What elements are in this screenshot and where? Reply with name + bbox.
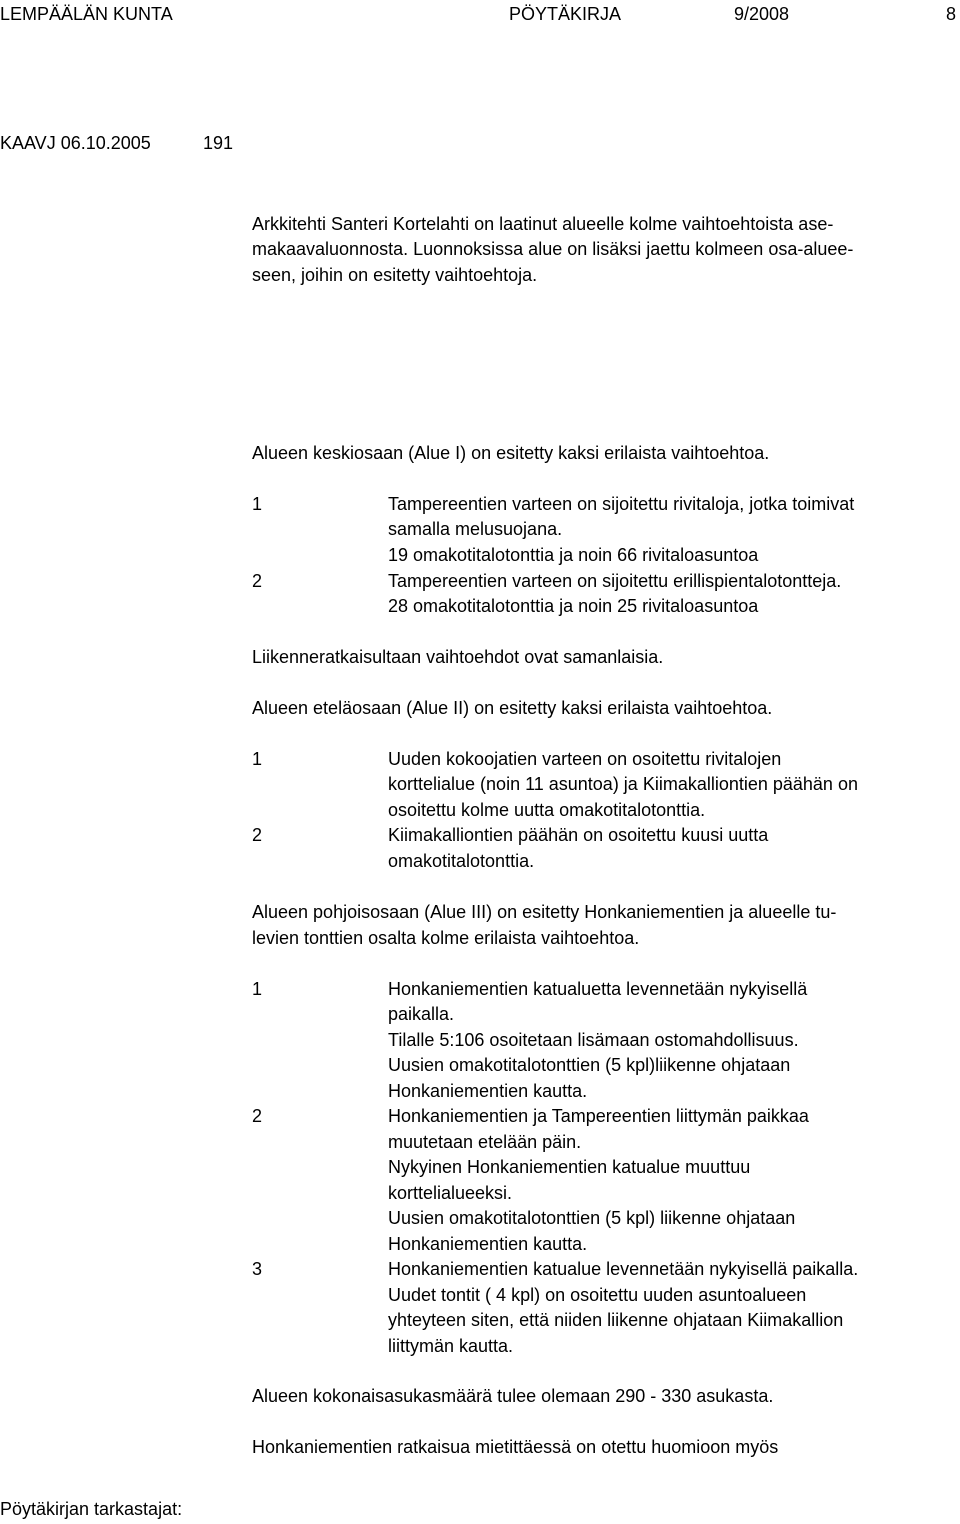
footer-reviewers-label: Pöytäkirjan tarkastajat: — [0, 1499, 183, 1519]
option-line: Tilalle 5:106 osoitetaan lisämaan ostomahdollisuus. — [388, 1030, 799, 1050]
option-line: Tampereentien varteen on sijoitettu erillispientalotontteja. — [388, 571, 842, 591]
area-1-note: Liikenneratkaisultaan vaihtoehdot ovat samanlaisia. — [252, 647, 664, 667]
intro-line: Arkkitehti Santeri Kortelahti on laatinut alueelle kolme vaihtoehtoista ase- — [252, 214, 834, 234]
header-page-number: 8 — [946, 4, 957, 24]
option-number: 2 — [252, 1106, 263, 1126]
option-number: 2 — [252, 571, 263, 591]
option-line: Honkaniementien kautta. — [388, 1234, 588, 1254]
option-number: 3 — [252, 1259, 263, 1279]
option-line: samalla melusuojana. — [388, 519, 563, 539]
intro-line: makaavaluonnosta. Luonnoksissa alue on lisäksi jaettu kolmeen osa-aluee- — [252, 239, 854, 259]
option-line: 28 omakotitalotonttia ja noin 25 rivitaloasuntoa — [388, 596, 759, 616]
area-3-heading: levien tonttien osalta kolme erilaista vaihtoehtoa. — [252, 928, 640, 948]
option-line: Honkaniementien kautta. — [388, 1081, 588, 1101]
option-line: paikalla. — [388, 1004, 455, 1024]
option-line: korttelialue (noin 11 asuntoa) ja Kiimakalliontien päähän on — [388, 774, 858, 794]
population-statement: Alueen kokonaisasukasmäärä tulee olemaan 290 - 330 asukasta. — [252, 1386, 774, 1406]
option-line: Kiimakalliontien päähän on osoitettu kuusi uutta — [388, 825, 769, 845]
option-line: 19 omakotitalotonttia ja noin 66 rivitaloasuntoa — [388, 545, 759, 565]
intro-line: seen, joihin on esitetty vaihtoehtoja. — [252, 265, 538, 285]
option-line: Uuden kokoojatien varteen on osoitettu rivitalojen — [388, 749, 782, 769]
option-line: muutetaan etelään päin. — [388, 1132, 582, 1152]
option-line: Nykyinen Honkaniementien katualue muuttuu — [388, 1157, 751, 1177]
option-line: yhteyteen siten, että niiden liikenne ohjataan Kiimakallion — [388, 1310, 844, 1330]
option-line: osoitettu kolme uutta omakotitalotonttia. — [388, 800, 706, 820]
option-line: Uudet tontit ( 4 kpl) on osoitettu uuden asuntoalueen — [388, 1285, 807, 1305]
area-1-heading: Alueen keskiosaan (Alue I) on esitetty kaksi erilaista vaihtoehtoa. — [252, 443, 770, 463]
closing-statement: Honkaniementien ratkaisua mietittäessä on otettu huomioon myös — [252, 1437, 779, 1457]
option-line: omakotitalotonttia. — [388, 851, 535, 871]
section-number: 191 — [203, 133, 234, 153]
header-doc-type: PÖYTÄKIRJA — [509, 4, 622, 24]
option-number: 1 — [252, 494, 263, 514]
area-2-heading: Alueen eteläosaan (Alue II) on esitetty kaksi erilaista vaihtoehtoa. — [252, 698, 773, 718]
section-code: KAAVJ 06.10.2005 — [0, 133, 151, 153]
option-number: 1 — [252, 749, 263, 769]
option-line: Uusien omakotitalotonttien (5 kpl)liikenne ohjataan — [388, 1055, 791, 1075]
area-3-heading: Alueen pohjoisosaan (Alue III) on esitetty Honkaniementien ja alueelle tu- — [252, 902, 837, 922]
option-line: Uusien omakotitalotonttien (5 kpl) liikenne ohjataan — [388, 1208, 796, 1228]
option-line: Tampereentien varteen on sijoitettu rivitaloja, jotka toimivat — [388, 494, 855, 514]
option-number: 2 — [252, 825, 263, 845]
option-line: Honkaniementien katualue levennetään nykyisellä paikalla. — [388, 1259, 859, 1279]
option-line: korttelialueeksi. — [388, 1183, 513, 1203]
header-municipality: LEMPÄÄLÄN KUNTA — [0, 4, 173, 24]
option-number: 1 — [252, 979, 263, 999]
option-line: Honkaniementien ja Tampereentien liittymän paikkaa — [388, 1106, 809, 1126]
option-line: liittymän kautta. — [388, 1336, 514, 1356]
option-line: Honkaniementien katualuetta levennetään nykyisellä — [388, 979, 808, 999]
header-issue: 9/2008 — [734, 4, 790, 24]
